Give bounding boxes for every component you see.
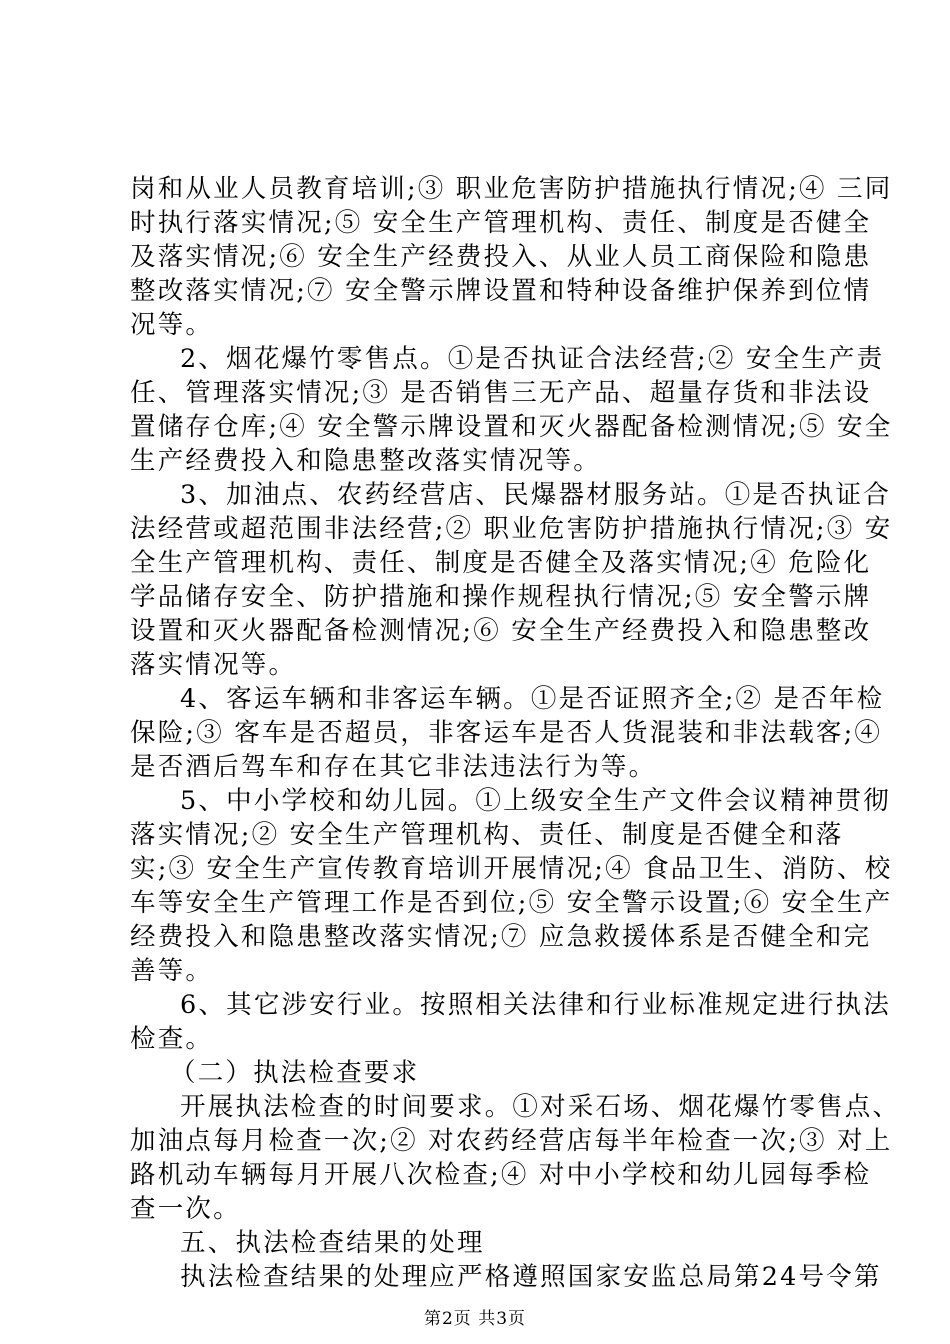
text-line: 况等。 (130, 310, 214, 340)
text-line: 设置和灭火器配备检测情况;⑥ 安全生产经费投入和隐患整改 (130, 616, 872, 646)
text-line: 实;③ 安全生产宣传教育培训开展情况;④ 食品卫生、消防、校 (130, 854, 893, 884)
text-line: 是否酒后驾车和存在其它非法违法行为等。 (130, 752, 657, 782)
text-line: 执法检查结果的处理应严格遵照国家安监总局第24号令第 (180, 1262, 882, 1292)
text-line: 岗和从业人员教育培训;③ 职业危害防护措施执行情况;④ 三同 (130, 174, 893, 204)
page-footer: 第2页 共3页 (423, 1309, 527, 1329)
text-line: 置储存仓库;④ 安全警示牌设置和灭火器配备检测情况;⑤ 安全 (130, 412, 893, 442)
section-heading: 五、执法检查结果的处理 (180, 1228, 485, 1258)
text-line: 4、客运车辆和非客运车辆。①是否证照齐全;② 是否年检 (180, 684, 885, 714)
text-line: 全生产管理机构、责任、制度是否健全及落实情况;④ 危险化 (130, 548, 872, 578)
text-line: 6、其它涉安行业。按照相关法律和行业标准规定进行执法 (180, 990, 891, 1020)
text-line: 落实情况;② 安全生产管理机构、责任、制度是否健全和落 (130, 820, 844, 850)
text-line: 时执行落实情况;⑤ 安全生产管理机构、责任、制度是否健全 (130, 208, 872, 238)
text-line: 查一次。 (130, 1194, 241, 1224)
text-line: 车等安全生产管理工作是否到位;⑤ 安全警示设置;⑥ 安全生产 (130, 888, 893, 918)
text-line: 加油点每月检查一次;② 对农药经营店每半年检查一次;③ 对上 (130, 1126, 893, 1156)
text-line: 开展执法检查的时间要求。①对采石场、烟花爆竹零售点、 (180, 1092, 901, 1122)
text-line: 落实情况等。 (130, 650, 297, 680)
text-line: 3、加油点、农药经营店、民爆器材服务站。①是否执证合 (180, 480, 891, 510)
section-heading: （二）执法检查要求 (170, 1058, 420, 1088)
text-line: 保险;③ 客车是否超员，非客运车是否人货混装和非法载客;④ (130, 718, 883, 748)
text-line: 2、烟花爆竹零售点。①是否执证合法经营;② 安全生产责 (180, 344, 885, 374)
text-line: 5、中小学校和幼儿园。①上级安全生产文件会议精神贯彻 (180, 786, 891, 816)
text-line: 检查。 (130, 1024, 214, 1054)
text-line: 经费投入和隐患整改落实情况;⑦ 应急救援体系是否健全和完 (130, 922, 872, 952)
text-line: 学品储存安全、防护措施和操作规程执行情况;⑤ 安全警示牌 (130, 582, 872, 612)
text-line: 整改落实情况;⑦ 安全警示牌设置和特种设备维护保养到位情 (130, 276, 872, 306)
text-line: 任、管理落实情况;③ 是否销售三无产品、超量存货和非法设 (130, 378, 872, 408)
text-line: 路机动车辆每月开展八次检查;④ 对中小学校和幼儿园每季检 (130, 1160, 872, 1190)
text-line: 法经营或超范围非法经营;② 职业危害防护措施执行情况;③ 安 (130, 514, 893, 544)
text-line: 及落实情况;⑥ 安全生产经费投入、从业人员工商保险和隐患 (130, 242, 872, 272)
text-line: 生产经费投入和隐患整改落实情况等。 (130, 446, 601, 476)
text-line: 善等。 (130, 956, 214, 986)
